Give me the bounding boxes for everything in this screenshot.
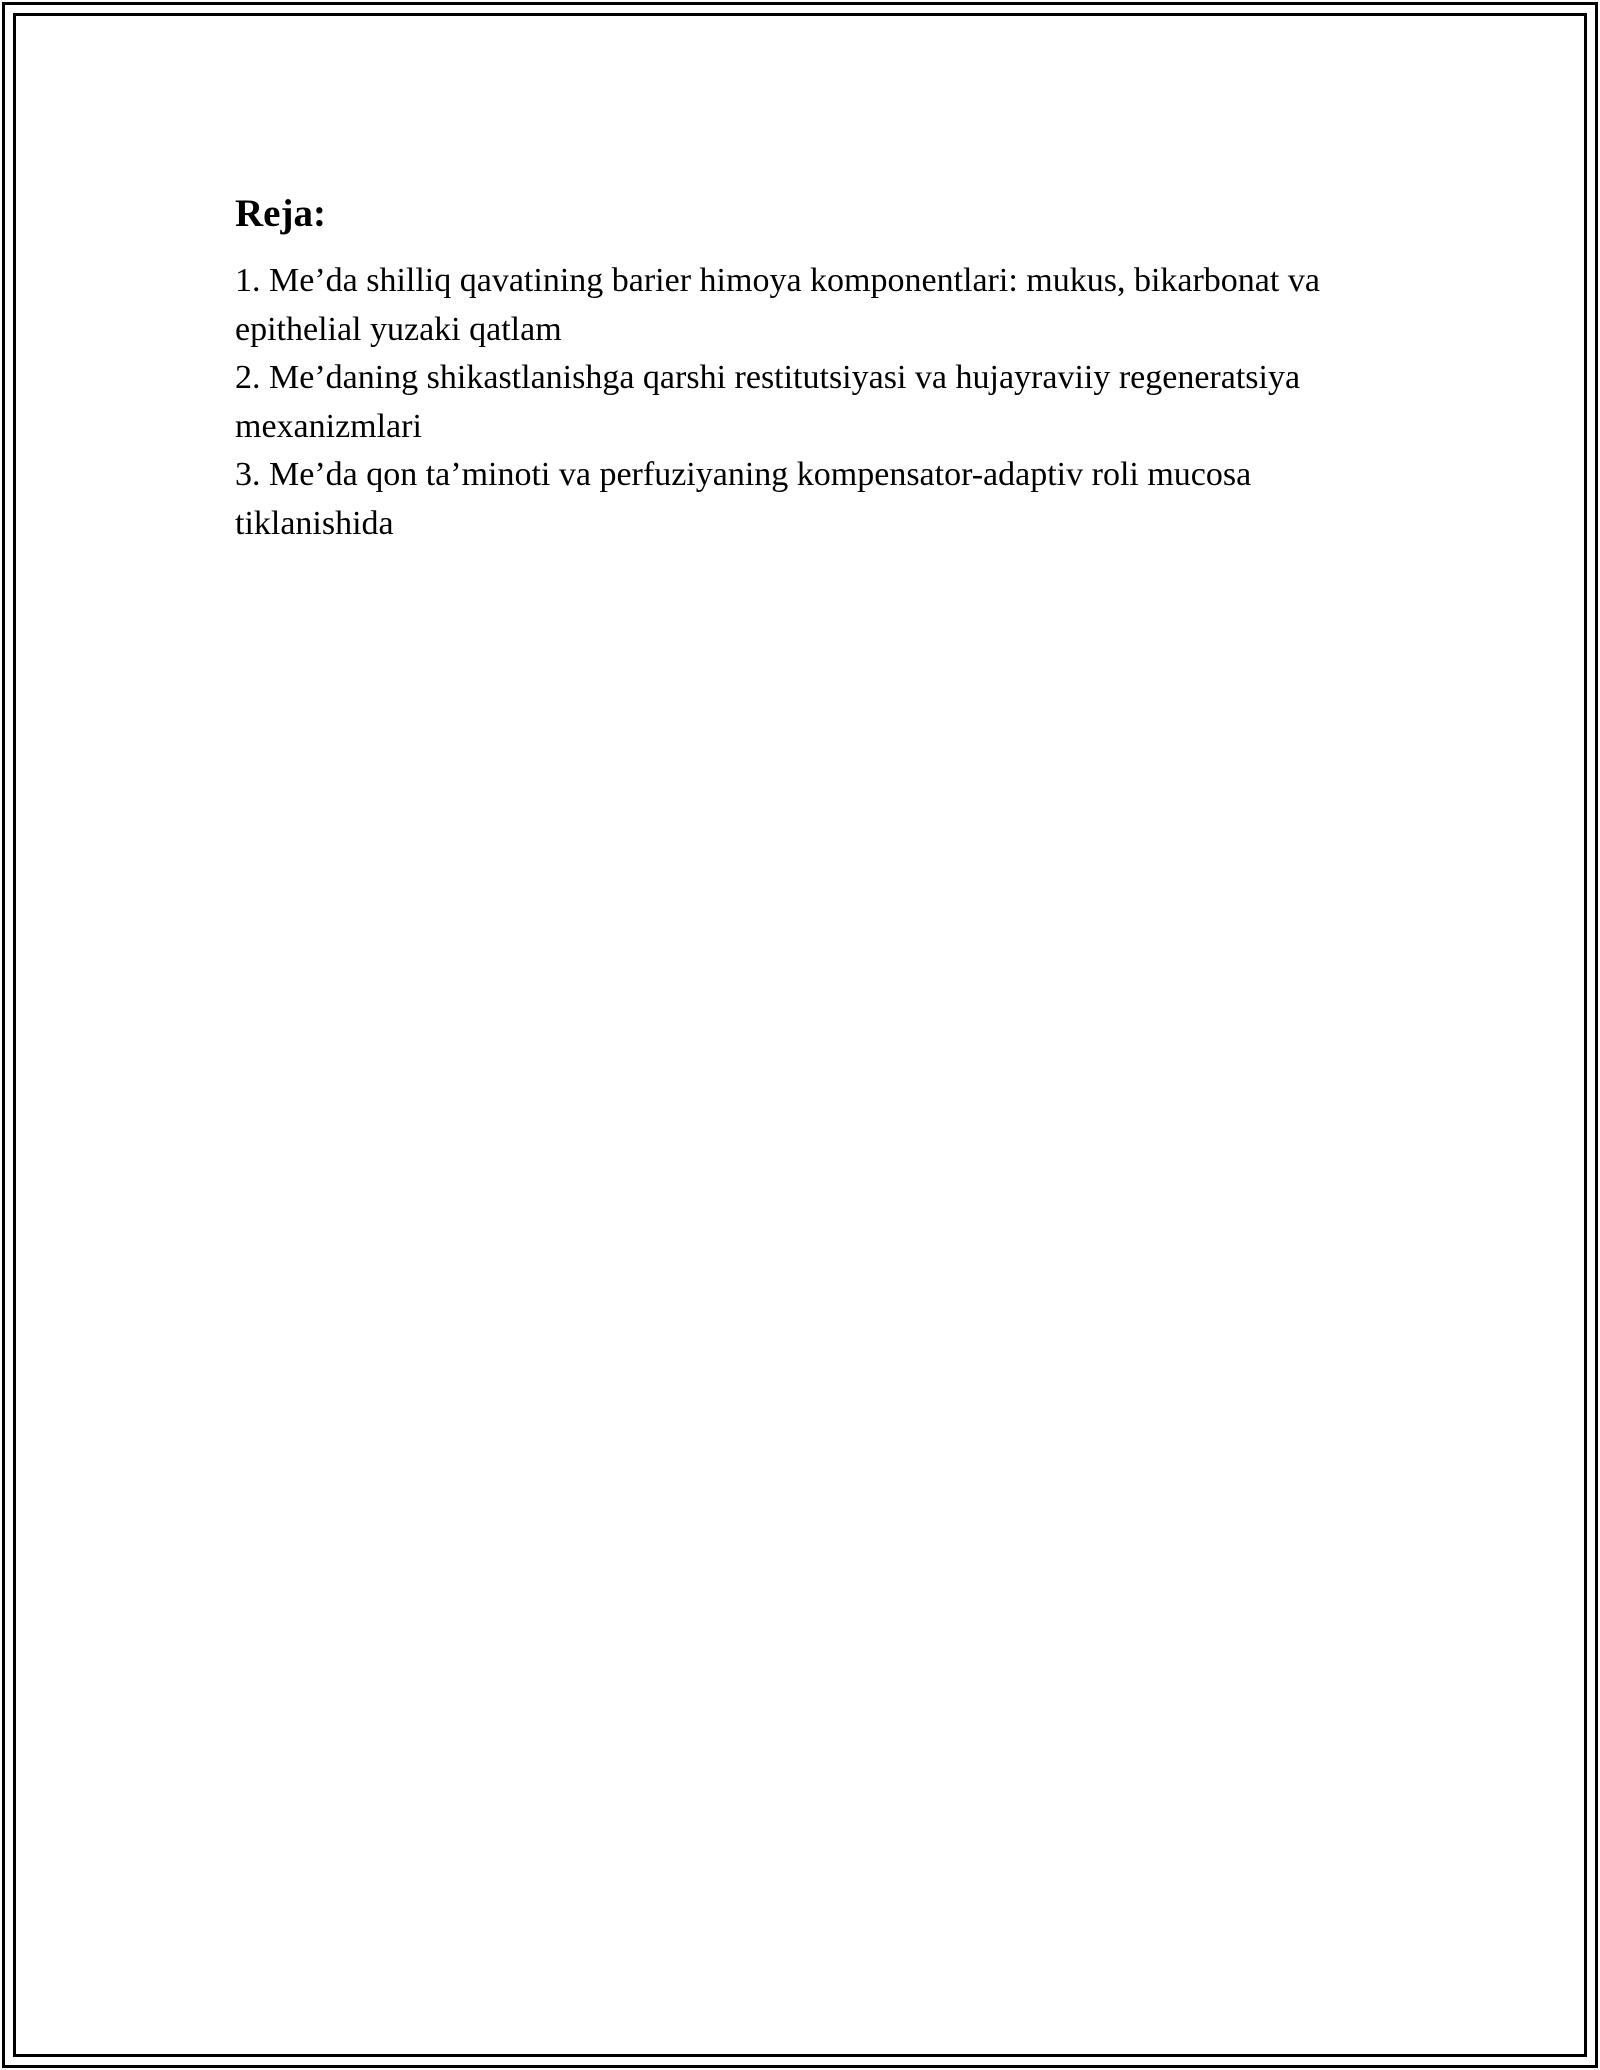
plan-heading: Reja: (235, 192, 326, 235)
plan-item-2: 2. Me’daning shikastlanishga qarshi restitutsiyasi va hujayraviiy regeneratsiya mexanizmlari (235, 359, 1301, 445)
page-content (235, 185, 1385, 548)
plan-item-1: 1. Me’da shilliq qavatining barier himoya komponentlari: mukus, bikarbonat va epithelial yuzaki qatlam (235, 262, 1320, 348)
plan-list (235, 257, 1385, 548)
plan-item-3: 3. Me’da qon ta’minoti va perfuziyaning kompensator-adaptiv roli mucosa tiklanishida (235, 456, 1252, 542)
